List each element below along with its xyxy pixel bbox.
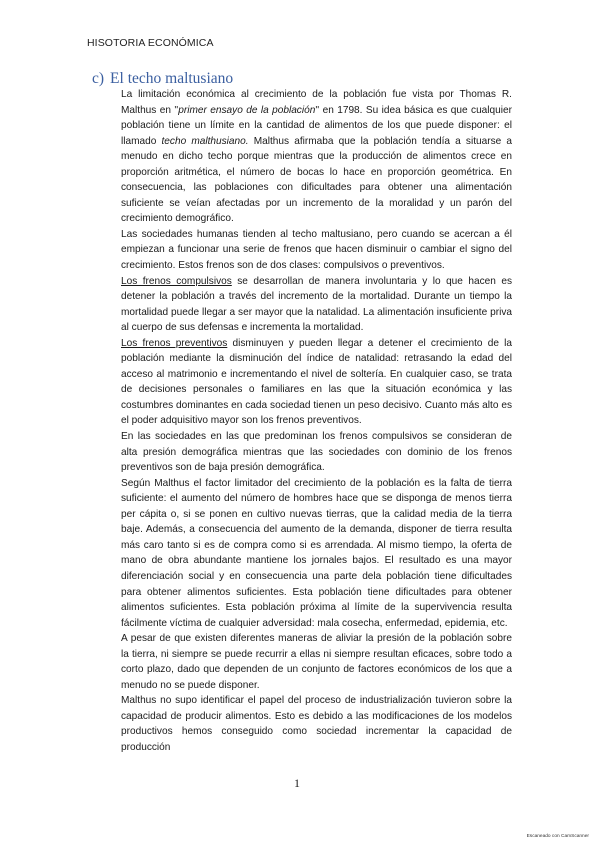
p3-rest: se desarrollan de manera involuntaria y lo que hacen es detener la población a través del incremento de la mortalidad. Durante un tiempo la mortalidad puede llegar a ser mayor que la natalidad. La alimentación insuficiente priva al cuerpo de sus defensas e incrementa la mortalidad. <box>121 275 512 334</box>
p1-part-e: Malthus afirmaba que la población tendía a situarse a menudo en dicho techo porque mientras que la producción de alimentos crece en proporción aritmética, el número de bocas lo hace en proporción geométrica. En consecuencia, las poblaciones con dificultades para obtener una alimentación suficiente se veían afectadas por un incremento de la moralidad y un parón del crecimiento demográfico. <box>121 135 513 225</box>
p3-term: Los frenos compulsivos <box>121 275 232 287</box>
paragraph-5: En las sociedades en las que predominan los frenos compulsivos se consideran de alta presión demográfica mientras que las sociedades con dominio de los frenos preventivos son de baja presión demográfica. <box>121 431 512 474</box>
paragraph-1 <box>121 87 512 227</box>
p4-term: Los frenos preventivos <box>121 337 228 349</box>
p1-term: techo malthusiano. <box>161 135 249 147</box>
page-number: 1 <box>294 776 300 790</box>
paragraph-4 <box>121 336 512 429</box>
paragraph-7: A pesar de que existen diferentes maneras de aliviar la presión de la población sobre la tierra, ni siempre se puede recurrir a ellas ni siempre resultan eficaces, sobre todo a corto plazo, dado que dependen de un conjunto de factores económicos de los que a menudo no se puede disponer. <box>121 633 512 691</box>
page-header: HISOTORIA ECONÓMICA <box>87 37 214 49</box>
paragraph-6: Según Malthus el factor limitador del crecimiento de la población es la falta de tierra suficiente: el aumento del número de hombres hace que se disponga de menos tierra per cápita o, si se ponen en cultivo nuevas tierras, que la calidad media de la tierra baje. Además, a consecuencia del aumento de la demanda, disponer de tierra resulta más caro tanto si es de compra como si es arrendada. Al mismo tiempo, la oferta de mano de obra abundante mantiene los jornales bajos. El resultado es una mayor diferenciación social y en consecuencia una parte dela población tiene dificultades para obtener alimentos suficientes. Esta población tiene dificultades para obtener alimentos suficientes. Esta población próxima al límite de la supervivencia resulta fácilmente víctima de cualquier adversidad: mala cosecha, enfermedad, epidemia, etc. <box>121 477 512 629</box>
section-title-text: El techo maltusiano <box>110 70 234 87</box>
paragraph-2: Las sociedades humanas tienden al techo maltusiano, pero cuando se acercan a él empiezan a funcionar una serie de frenos que hacen disminuir o cambiar el signo del crecimiento. Estos frenos son de dos clases: compulsivos o preventivos. <box>121 228 512 272</box>
paragraph-8: Malthus no supo identificar el papel del proceso de industrialización tuvieron sobre la capacidad de producir alimentos. Esto es debido a las modificaciones de los modelos productivos hemos conseguido como sociedad incrementar la capacidad de producción <box>121 695 512 753</box>
scanner-watermark: Escaneado con CamScanner <box>526 834 589 839</box>
p1-part-a: La limitación económica al crecimiento de la población fue vista por Thomas R. Malthus en '' <box>121 89 512 116</box>
section-letter: c) <box>92 70 105 87</box>
p1-book-title: primer ensayo de la población <box>178 104 316 116</box>
p1-part-c: '' en 1798. Su idea básica es que cualquier población tiene un límite en la cantidad de alimentos de los que puede disponer: el llamado <box>121 104 512 147</box>
section-title <box>92 70 233 88</box>
body-text <box>121 87 512 756</box>
paragraph-3 <box>121 274 512 336</box>
p4-rest: disminuyen y pueden llegar a detener el crecimiento de la población mediante la disminución del índice de natalidad: retrasando la edad del acceso al matrimonio e incrementando el nivel de soltería. En cualquier caso, se trata de decisiones personales o familiares en las que la situación económica y las costumbres dominantes en cada sociedad tienen un peso decisivo. Cuanto más alto es el poder adquisitivo mayor son los frenos preventivos. <box>121 337 512 427</box>
